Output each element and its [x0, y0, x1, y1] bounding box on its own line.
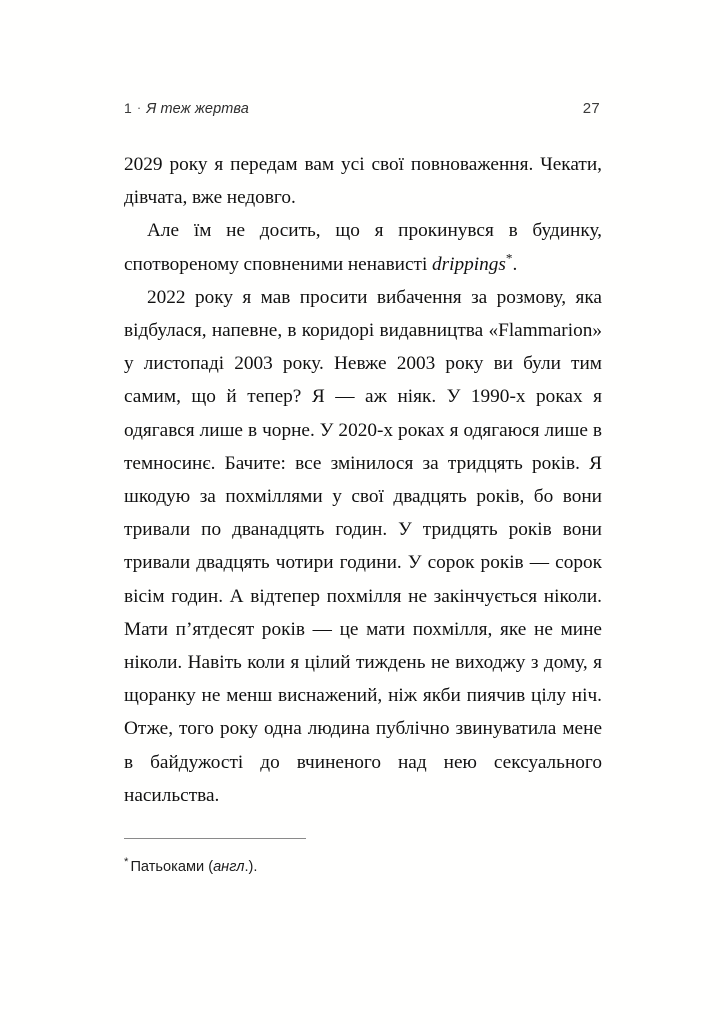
paragraph-3-text: 2022 року я мав просити вибачення за розмову, яка відбулася, напевне, в коридорі видавництва «Flammarion» у листопаді 2003 року. Невже 2003 року ви були тим самим, що й тепер? Я — аж ніяк. У 1990-х роках я одягався лише в чорне. У 2020-х роках я одягаюся лише в темноcинє. Бачите: все змінилося за тридцять років. Я шкодую за похміллями у свої двадцять років, бо вони тривали по дванадцять годин. У тридцять років вони тривали двадцять чотири години. У сорок років — сорок вісім годин. А відтепер похмілля не закінчується ніколи. Мати п’ятдесят років — це мати похмілля, яке не мине ніколи. Навіть коли я цілий тиждень не виходжу з дому, я щоранку не менш виснажений, ніж якби пиячив цілу ніч. Отже, того року одна людина публічно звинуватила мене в байдужості до вчиненого над нею сексуального насильства. — [124, 286, 602, 806]
footnote-area — [124, 838, 602, 878]
body-text-column — [124, 148, 602, 812]
paragraph-3 — [124, 281, 602, 812]
foreign-term-drippings: drippings — [431, 253, 506, 275]
paragraph-1 — [124, 148, 602, 214]
running-head — [124, 100, 600, 122]
running-head-separator-dot: · — [136, 100, 142, 115]
paragraph-2-text-before-italic: Але їм не досить, що я прокинувся в будинку, спотвореному сповненими ненависті — [124, 220, 602, 275]
chapter-title: Я теж жертва — [146, 101, 249, 117]
footnote-marker: * — [124, 856, 129, 869]
paragraph-1-text: 2029 року я передам вам усі свої повноваження. Чекати, дівчата, вже недовго. — [124, 154, 602, 209]
footnote-language-abbreviation: англ — [213, 859, 245, 875]
running-head-left — [124, 100, 249, 117]
footnote-text-before-italic: Патьоками ( — [130, 859, 214, 875]
footnote-reference-marker[interactable]: * — [505, 250, 513, 266]
paragraph-2 — [124, 214, 602, 280]
paragraph-2-text-after-italic: . — [512, 253, 518, 275]
chapter-number: 1 — [124, 100, 132, 116]
footnote-entry — [124, 839, 602, 878]
page-number: 27 — [582, 100, 600, 117]
footnote-text-after-italic: .). — [244, 859, 258, 875]
